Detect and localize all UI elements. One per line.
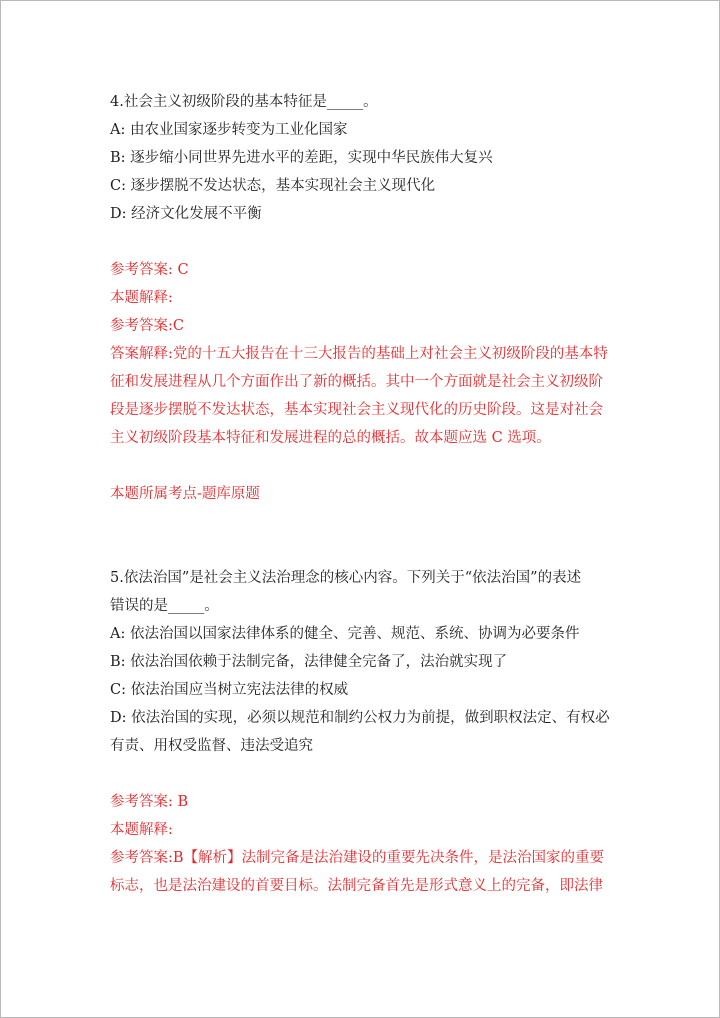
question-4-source: 本题所属考点-题库原题 [110, 486, 260, 502]
question-5-answer: 参考答案: B [110, 794, 189, 810]
question-4-explanation-line-2: 征和发展进程从几个方面作出了新的概括。其中一个方面就是社会主义初级阶 [110, 374, 603, 390]
question-4-option-c: C: 逐步摆脱不发达状态，基本实现社会主义现代化 [110, 178, 436, 194]
question-4-answer-repeat: 参考答案:C [110, 318, 184, 334]
question-5-explanation-line-2: 标志，也是法治建设的首要目标。法制完备首先是形式意义上的完备，即法律 [110, 878, 603, 894]
question-5-option-c: C: 依法治国应当树立宪法法律的权威 [110, 682, 349, 698]
question-5-option-a: A: 依法治国以国家法律体系的健全、完善、规范、系统、协调为必要条件 [110, 626, 580, 642]
question-4-explanation-line-1: 答案解释:党的十五大报告在十三大报告的基础上对社会主义初级阶段的基本特 [110, 346, 608, 362]
question-5-explanation-line-1: 参考答案:B【解析】法制完备是法治建设的重要先决条件，是法治国家的重要 [110, 850, 605, 866]
question-4-option-a: A: 由农业国家逐步转变为工业化国家 [110, 122, 348, 138]
question-5-option-d: D: 依法治国的实现，必须以规范和制约公权力为前提，做到职权法定、有权必 [110, 710, 610, 726]
question-4-answer: 参考答案: C [110, 262, 189, 278]
question-4-option-b: B: 逐步缩小同世界先进水平的差距，实现中华民族伟大复兴 [110, 150, 493, 166]
question-4-explanation-line-4: 主义初级阶段基本特征和发展进程的总的概括。故本题应选 C 选项。 [110, 430, 551, 446]
question-4-explain-label: 本题解释: [110, 290, 173, 306]
question-4-stem: 4.社会主义初级阶段的基本特征是_____。 [110, 94, 378, 110]
question-5-stem-line-2: 错误的是_____。 [110, 598, 219, 614]
question-4-explanation-line-3: 段是逐步摆脱不发达状态，基本实现社会主义现代化的历史阶段。这是对社会 [110, 402, 603, 418]
question-4-option-d: D: 经济文化发展不平衡 [110, 206, 262, 222]
question-5-option-b: B: 依法治国依赖于法制完备，法律健全完备了，法治就实现了 [110, 654, 508, 670]
question-5-stem-line-1: 5.依法治国”是社会主义法治理念的核心内容。下列关于“依法治国”的表述 [110, 570, 582, 586]
document-content [110, 88, 615, 900]
question-5-explain-label: 本题解释: [110, 822, 173, 838]
question-5-option-d-continued: 有责、用权受监督、违法受追究 [110, 738, 313, 754]
